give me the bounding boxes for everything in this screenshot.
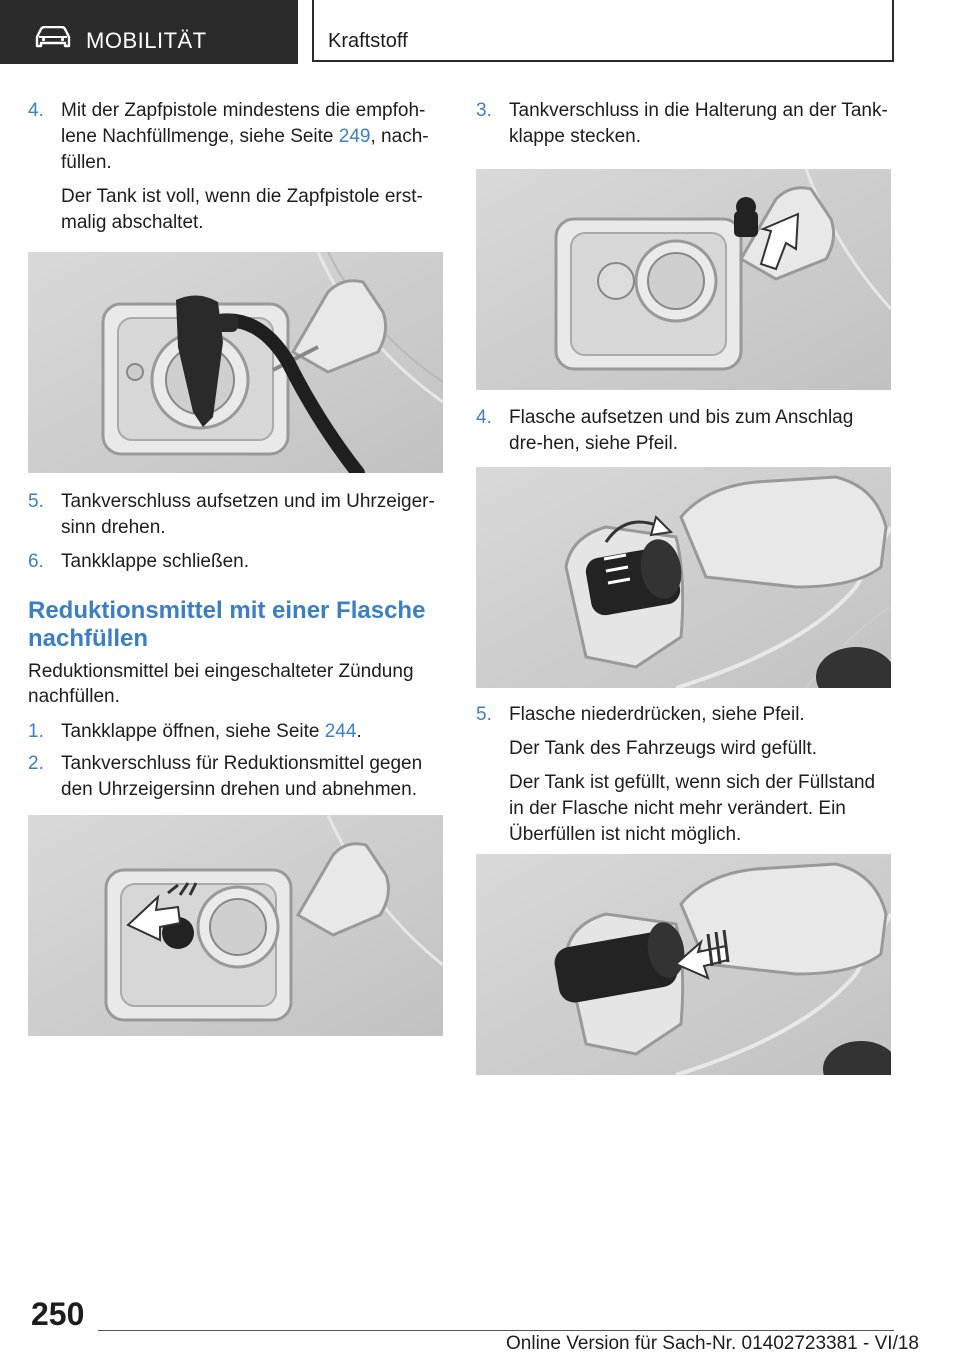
step-5-close-cap — [28, 489, 444, 541]
step-number: 3. — [476, 100, 492, 121]
figure-store-cap — [476, 169, 891, 390]
step-5-note-1: Der Tank des Fahrzeugs wird gefüllt. — [509, 738, 818, 759]
chapter-title: Kraftstoff — [328, 30, 408, 52]
step-text: Tankverschluss aufsetzen und im Uhrzeiger-sinn drehen. — [61, 491, 435, 538]
press-bottle-illustration — [476, 854, 891, 1075]
right-column — [476, 98, 892, 150]
chapter-box — [312, 0, 894, 62]
step-text: Flasche aufsetzen und bis zum Anschlag dre-hen, siehe Pfeil. — [509, 407, 854, 454]
section-label: MOBILITÄT — [86, 28, 207, 53]
remove-cap-illustration — [28, 815, 443, 1036]
left-column-continued — [28, 489, 444, 803]
step-number: 4. — [28, 100, 44, 121]
figure-fuel-nozzle — [28, 252, 443, 473]
step-text: Tankklappe schließen. — [61, 551, 249, 572]
page-link-244[interactable]: 244 — [324, 721, 357, 742]
car-icon — [34, 26, 72, 48]
step-5-press-bottle — [476, 702, 892, 728]
page-link-249[interactable]: 249 — [338, 126, 371, 147]
figure-remove-cap — [28, 815, 443, 1036]
step-3-store-cap — [476, 98, 892, 150]
r-step-1-open-flap — [28, 719, 444, 745]
step-text: Flasche niederdrücken, siehe Pfeil. — [509, 704, 805, 725]
figure-press-bottle — [476, 854, 891, 1075]
turn-bottle-illustration — [476, 467, 891, 688]
section-heading: Reduktionsmittel mit einer Flasche nachfüllen — [28, 597, 426, 652]
step-text-after: . — [356, 721, 362, 742]
step-text: Tankverschluss für Reduktionsmittel gegen den Uhrzeigersinn drehen und abnehmen. — [61, 753, 423, 800]
online-version-note: Online Version für Sach-Nr. 01402723381 - VI/18 — [506, 1333, 919, 1354]
step-number: 6. — [28, 551, 44, 572]
step-text: Mit der Zapfpistole mindestens die empfoh-lene Nachfüllmenge, siehe Seite — [61, 100, 426, 147]
step-number: 1. — [28, 721, 44, 742]
right-column-step4 — [476, 405, 892, 457]
right-column-step5 — [476, 702, 892, 848]
step-4-attach-bottle — [476, 405, 892, 457]
store-cap-illustration — [476, 169, 891, 390]
figure-turn-bottle — [476, 467, 891, 688]
page-number: 250 — [31, 1296, 85, 1332]
step-6-close-flap — [28, 549, 444, 575]
step-number: 5. — [476, 704, 492, 725]
step-number: 2. — [28, 753, 44, 774]
step-5-note-2: Der Tank ist gefüllt, wenn sich der Füllstand in der Flasche nicht mehr verändert. Ein Überfüllen ist nicht möglich. — [509, 772, 876, 845]
left-column — [28, 98, 444, 236]
step-4-note: Der Tank ist voll, wenn die Zapfpistole erst-malig abschaltet. — [61, 186, 423, 233]
step-text: Tankverschluss in die Halterung an der Tank-klappe stecken. — [509, 100, 888, 147]
step-4-fill — [28, 98, 444, 176]
fuel-nozzle-illustration — [28, 252, 443, 473]
step-text-after: , nach-füllen. — [61, 126, 429, 173]
section-intro: Reduktionsmittel bei eingeschalteter Zündung nachfüllen. — [28, 661, 414, 707]
step-number: 4. — [476, 407, 492, 428]
r-step-2-remove-cap — [28, 751, 444, 803]
step-number: 5. — [28, 491, 44, 512]
step-text: Tankklappe öffnen, siehe Seite — [61, 721, 325, 742]
section-tab[interactable] — [0, 0, 298, 64]
page-header — [0, 0, 960, 64]
footer-divider — [98, 1330, 894, 1331]
